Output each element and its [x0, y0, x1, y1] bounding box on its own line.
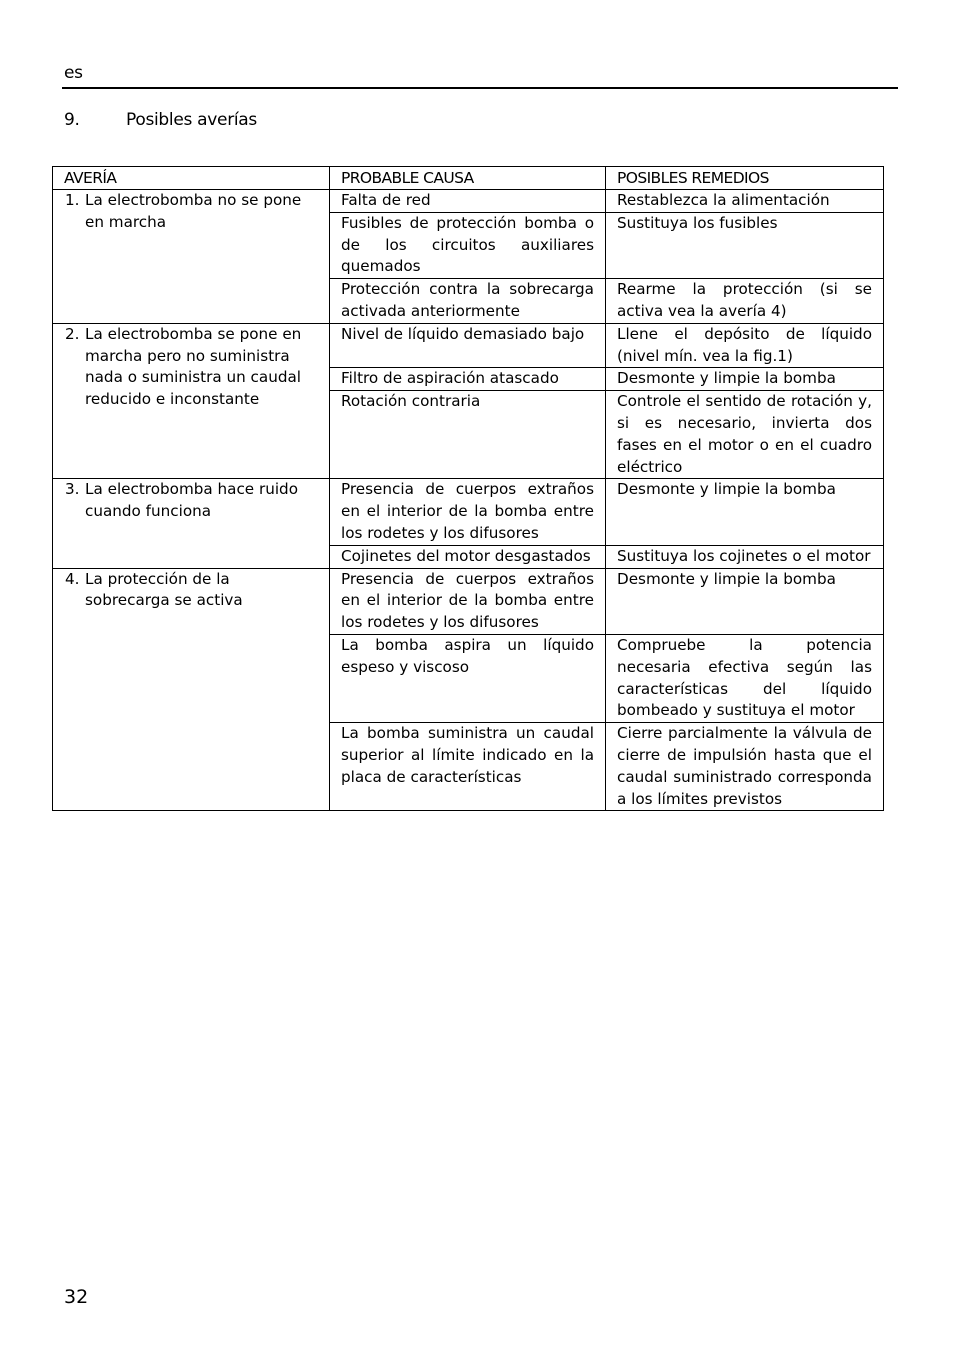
- cause-cell: Fusibles de protección bomba o de los circuitos auxiliares quemados: [330, 212, 606, 278]
- header-rule: [62, 87, 898, 89]
- fault-number: 1.: [65, 191, 80, 209]
- fault-description: La electrobomba no se pone en marcha: [85, 191, 302, 231]
- remedy-cell: Compruebe la potencia necesaria efectiva según las características del líquido bombeado y sustituya el motor: [606, 634, 884, 722]
- table-row: [53, 323, 884, 368]
- remedy-cell: Desmonte y limpie la bomba: [606, 568, 884, 634]
- table-row: [53, 479, 884, 545]
- fault-cell: [53, 568, 330, 811]
- cause-cell: Nivel de líquido demasiado bajo: [330, 323, 606, 368]
- fault-description: La electrobomba hace ruido cuando funciona: [85, 480, 298, 521]
- fault-cell: [53, 323, 330, 479]
- cause-cell: La bomba suministra un caudal superior al límite indicado en la placa de características: [330, 723, 606, 811]
- remedy-cell: Sustituya los fusibles: [606, 212, 884, 278]
- cause-cell: Rotación contraria: [330, 391, 606, 479]
- section-number: 9.: [64, 110, 80, 130]
- column-header-fault: AVERÍA: [53, 167, 330, 190]
- fault-cell: [53, 479, 330, 568]
- remedy-cell: Desmonte y limpie la bomba: [606, 368, 884, 391]
- cause-cell: La bomba aspira un líquido espeso y viscoso: [330, 634, 606, 722]
- column-header-cause: PROBABLE CAUSA: [330, 167, 606, 190]
- remedy-cell: Desmonte y limpie la bomba: [606, 479, 884, 545]
- cause-cell: Protección contra la sobrecarga activada anteriormente: [330, 279, 606, 324]
- table-row: [53, 568, 884, 634]
- remedy-cell: Restablezca la alimentación: [606, 190, 884, 213]
- remedy-cell: Controle el sentido de rotación y, si es necesario, invierta dos fases en el motor o en el cuadro eléctrico: [606, 391, 884, 479]
- fault-number: 2.: [65, 324, 80, 343]
- remedy-cell: Llene el depósito de líquido (nivel mín. vea la fig.1): [606, 323, 884, 368]
- column-header-remedy: POSIBLES REMEDIOS: [606, 167, 884, 190]
- fault-cell: [53, 190, 330, 324]
- cause-cell: Presencia de cuerpos extraños en el interior de la bomba entre los rodetes y los difusores: [330, 479, 606, 545]
- table-header-row: [53, 167, 884, 190]
- cause-cell: Falta de red: [330, 190, 606, 213]
- remedy-cell: Cierre parcialmente la válvula de cierre de impulsión hasta que el caudal suministrado corresponda a los límites previstos: [606, 723, 884, 811]
- cause-cell: Filtro de aspiración atascado: [330, 368, 606, 391]
- remedy-cell: Rearme la protección (si se activa vea la avería 4): [606, 279, 884, 324]
- cause-cell: Presencia de cuerpos extraños en el interior de la bomba entre los rodetes y los difusores: [330, 568, 606, 634]
- section-heading: [64, 110, 257, 130]
- fault-number: 3.: [65, 480, 80, 499]
- page-number: 32: [64, 1286, 89, 1308]
- table-row: [53, 190, 884, 213]
- remedy-cell: Sustituya los cojinetes o el motor: [606, 545, 884, 568]
- section-title: Posibles averías: [126, 110, 257, 130]
- fault-number: 4.: [65, 569, 80, 588]
- troubleshooting-table: [52, 166, 884, 811]
- fault-description: La electrobomba se pone en marcha pero no suministra nada o suministra un caudal reducido e inconstante: [85, 324, 302, 409]
- language-code: es: [64, 63, 83, 83]
- cause-cell: Cojinetes del motor desgastados: [330, 545, 606, 568]
- fault-description: La protección de la sobrecarga se activa: [85, 569, 243, 610]
